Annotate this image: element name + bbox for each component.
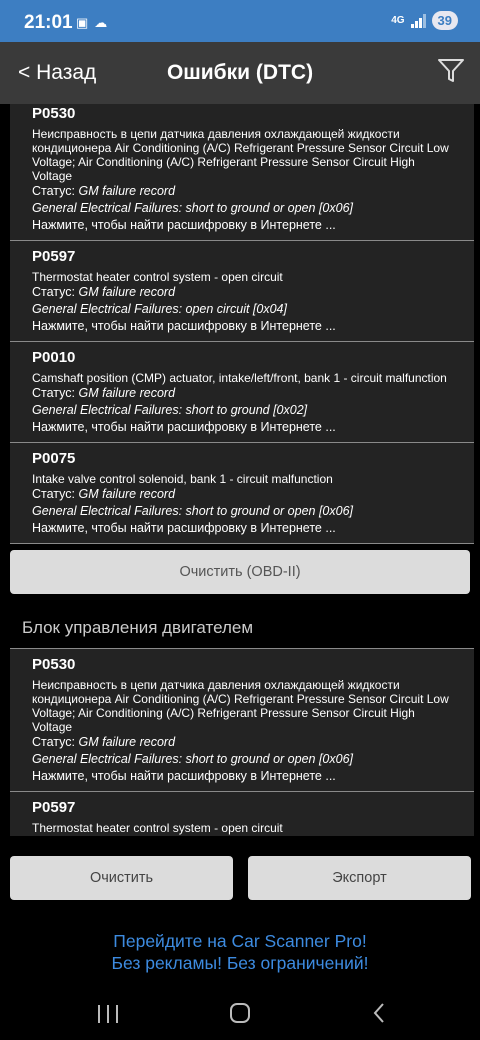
app-bar <box>0 42 480 104</box>
dtc-status <box>32 183 452 200</box>
dtc-item[interactable] <box>10 443 474 544</box>
dtc-scroll-area[interactable] <box>0 104 480 836</box>
dtc-status-label: Статус: <box>32 735 75 749</box>
promo-line-1: Перейдите на Car Scanner Pro! <box>113 931 367 951</box>
dtc-code: P0530 <box>32 656 76 673</box>
dtc-status-value: GM failure record <box>78 184 176 198</box>
page-title: Ошибки (DTC) <box>166 61 314 84</box>
dtc-description: Intake valve control solenoid, bank 1 - circuit malfunction <box>32 472 333 486</box>
dtc-status-label: Статус: <box>32 487 75 501</box>
dtc-failure: General Electrical Failures: short to ground or open [0x06] <box>32 752 354 766</box>
dtc-status-label: Статус: <box>32 285 75 299</box>
status-bar <box>0 0 480 42</box>
dtc-status <box>32 486 452 503</box>
dtc-status-value: GM failure record <box>78 285 176 299</box>
recent-apps-icon[interactable] <box>98 1005 118 1023</box>
status-notification-icons <box>76 15 107 31</box>
dtc-code: P0075 <box>32 450 76 467</box>
dtc-search-hint: Нажмите, чтобы найти расшифровку в Интернете ... <box>32 319 336 333</box>
bottom-actions <box>0 856 480 900</box>
cloud-icon: ☁ <box>94 15 108 30</box>
status-time: 21:01 <box>24 12 73 33</box>
dtc-status-value: GM failure record <box>78 487 176 501</box>
dtc-failure: General Electrical Failures: open circuit [0x04] <box>32 302 287 316</box>
dtc-search-hint: Нажмите, чтобы найти расшифровку в Интернете ... <box>32 420 336 434</box>
home-icon[interactable] <box>230 1003 250 1023</box>
pro-upgrade-link[interactable] <box>0 930 480 974</box>
dtc-search-hint: Нажмите, чтобы найти расшифровку в Интернете ... <box>32 769 336 783</box>
back-icon[interactable] <box>368 1001 392 1025</box>
filter-icon[interactable] <box>436 56 466 86</box>
network-type: 4G <box>391 14 405 26</box>
dtc-status-label: Статус: <box>32 386 75 400</box>
system-nav-bar <box>0 990 480 1040</box>
screenshot-icon: ▣ <box>76 15 89 30</box>
dtc-code: P0530 <box>32 105 76 122</box>
dtc-failure: General Electrical Failures: short to ground or open [0x06] <box>32 201 354 215</box>
dtc-description: Thermostat heater control system - open circuit <box>32 821 283 835</box>
dtc-description: Camshaft position (CMP) actuator, intake/left/front, bank 1 - circuit malfunction <box>32 371 447 385</box>
dtc-status-value: GM failure record <box>78 386 176 400</box>
back-button[interactable]: < Назад <box>18 61 97 84</box>
dtc-failure: General Electrical Failures: short to ground [0x02] <box>32 403 308 417</box>
dtc-description: Неисправность в цепи датчика давления охлаждающей жидкости кондиционера Air Conditioning (A/C) Refrigerant Pressure Sensor Circuit Low Voltage; Air Conditioning (A/C) Refrigerant Pressure Sensor Circuit High Voltage <box>32 678 449 734</box>
dtc-failure: General Electrical Failures: short to ground or open [0x06] <box>32 504 354 518</box>
dtc-item[interactable] <box>10 342 474 443</box>
dtc-status <box>32 385 452 402</box>
dtc-status <box>32 835 452 836</box>
dtc-status-label: Статус: <box>32 184 75 198</box>
dtc-item[interactable] <box>10 792 474 836</box>
clear-button[interactable]: Очистить <box>10 856 233 900</box>
dtc-code: P0597 <box>32 799 76 816</box>
dtc-search-hint: Нажмите, чтобы найти расшифровку в Интернете ... <box>32 218 336 232</box>
dtc-item[interactable] <box>10 649 474 792</box>
dtc-scroll-content <box>0 104 480 836</box>
dtc-item[interactable] <box>10 104 474 241</box>
dtc-status <box>32 734 452 751</box>
signal-icon <box>411 14 426 28</box>
status-right <box>391 11 458 30</box>
promo-line-2: Без рекламы! Без ограничений! <box>111 953 369 973</box>
export-button[interactable]: Экспорт <box>248 856 471 900</box>
dtc-code: P0597 <box>32 248 76 265</box>
section-title-engine: Блок управления двигателем <box>22 618 254 637</box>
dtc-search-hint: Нажмите, чтобы найти расшифровку в Интернете ... <box>32 521 336 535</box>
clear-obd-button[interactable]: Очистить (OBD-II) <box>10 550 470 594</box>
dtc-code: P0010 <box>32 349 76 366</box>
battery-indicator: 39 <box>432 11 458 30</box>
dtc-item[interactable] <box>10 241 474 342</box>
dtc-status <box>32 284 452 301</box>
dtc-description: Thermostat heater control system - open circuit <box>32 270 283 284</box>
dtc-status-value: GM failure record <box>78 735 176 749</box>
dtc-description: Неисправность в цепи датчика давления охлаждающей жидкости кондиционера Air Conditioning (A/C) Refrigerant Pressure Sensor Circuit Low Voltage; Air Conditioning (A/C) Refrigerant Pressure Sensor Circuit High Voltage <box>32 127 449 183</box>
